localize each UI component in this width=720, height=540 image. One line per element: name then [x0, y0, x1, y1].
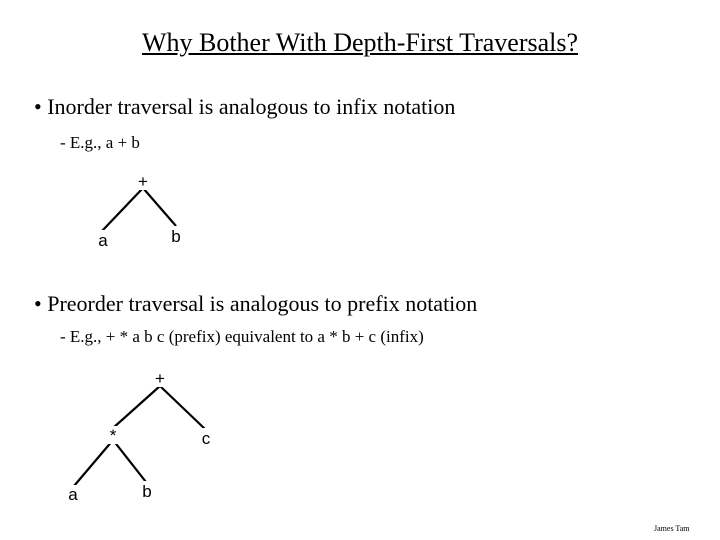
tree1-edge-root-right: [143, 188, 176, 226]
tree2-node-root: [150, 367, 170, 388]
tree2-node-root-label: +: [155, 369, 165, 388]
tree2-edge-left-leftchild: [74, 440, 113, 486]
tree2-edge-root-right: [160, 386, 205, 429]
tree2-edge-left-rightchild: [113, 440, 146, 482]
example-inorder: - E.g., a + b: [60, 133, 140, 152]
tree1-node-left: [94, 230, 112, 250]
tree2-node-left-left-label: a: [68, 485, 78, 504]
tree1-node-right-label: b: [171, 227, 181, 246]
tree1-edge-root-left: [102, 188, 143, 231]
tree2-node-right-label: c: [201, 429, 211, 448]
bullet-inorder: • Inorder traversal is analogous to infix notation: [34, 94, 456, 119]
tree1-node-right: [167, 226, 185, 246]
tree2-node-left-right: [138, 481, 156, 501]
bullet-preorder: • Preorder traversal is analogous to prefix notation: [34, 291, 478, 316]
author-credit: James Tam: [654, 524, 690, 533]
tree2-edge-root-left: [113, 386, 160, 428]
tree1-node-left-label: a: [98, 231, 108, 250]
tree1-node-root-label: +: [138, 172, 148, 191]
tree2-node-right: [197, 428, 215, 448]
example-preorder: - E.g., + * a b c (prefix) equivalent to a * b + c (infix): [60, 327, 424, 346]
tree1-node-root: [133, 170, 153, 191]
slide-title: Why Bother With Depth-First Traversals?: [141, 28, 579, 57]
tree2-node-left: [105, 426, 121, 445]
tree2-node-left-label: *: [109, 426, 117, 445]
tree2-node-left-right-label: b: [142, 482, 152, 501]
tree2-node-left-left: [64, 485, 82, 505]
